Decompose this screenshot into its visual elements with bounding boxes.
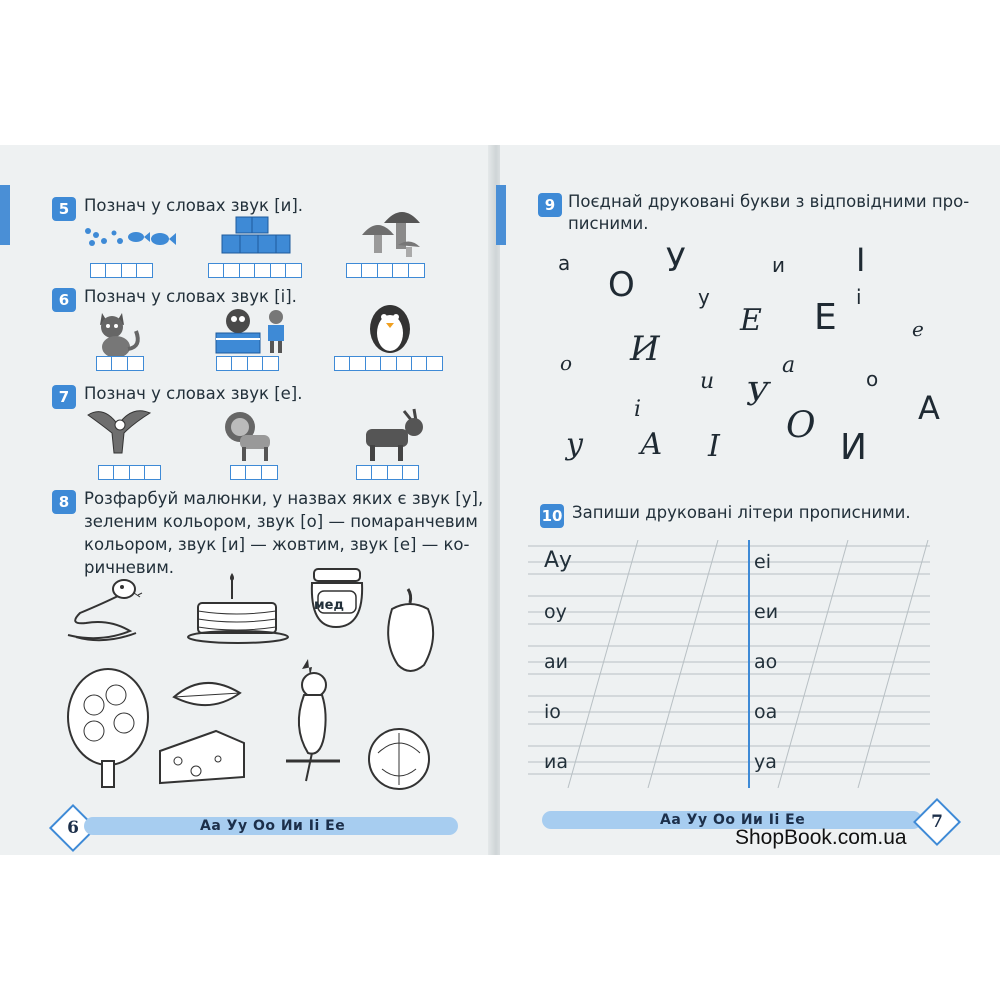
letter-item[interactable]: Е (814, 297, 837, 338)
page-number: 6 (49, 804, 97, 852)
snake-icon (60, 573, 146, 645)
row-label: оа (754, 701, 778, 723)
row-label: іо (544, 701, 561, 723)
lion-icon (222, 409, 278, 465)
letter-item[interactable]: А (640, 427, 663, 462)
letter-item[interactable]: о (866, 367, 879, 391)
answer-boxes[interactable] (98, 465, 160, 480)
letter-item[interactable]: у (698, 285, 710, 309)
letter-item[interactable]: У (746, 375, 770, 413)
answer-boxes[interactable] (208, 263, 300, 278)
letter-item[interactable]: о (560, 351, 573, 375)
letter-item[interactable]: І (856, 241, 866, 279)
fish-icon (78, 223, 178, 253)
row-label: иа (544, 751, 568, 773)
letter-item[interactable]: и (772, 253, 785, 277)
exercise-number: 8 (52, 490, 76, 514)
exercise-number: 6 (52, 288, 76, 312)
letter-item[interactable]: Е (740, 303, 762, 338)
exercise-instruction: Запиши друковані літери прописними. (572, 503, 911, 522)
edge-tab (496, 185, 506, 245)
tree-icon (64, 665, 154, 789)
row-label: еи (754, 601, 779, 623)
exercise-number: 10 (540, 504, 564, 528)
book-spread (0, 145, 1000, 855)
exercise-instruction: Познач у словах звук [е]. (84, 384, 303, 403)
answer-boxes[interactable] (346, 263, 423, 278)
row-label: еі (754, 551, 771, 573)
letter-item[interactable]: І (708, 429, 720, 464)
footer-alphabet: Аа Уу Оо Ии Іі Ее (660, 812, 806, 828)
edge-tab (0, 185, 10, 245)
cat-icon (96, 309, 144, 359)
exercise-instruction-line: ричневим. (84, 558, 175, 577)
cake-icon (186, 573, 292, 645)
cheese-icon (156, 727, 248, 787)
footer-alphabet: Аа Уу Оо Ии Іі Ее (200, 818, 346, 834)
row-label: оу (544, 601, 567, 623)
answer-boxes[interactable] (230, 465, 276, 480)
cubes-icon (212, 215, 292, 263)
parrot-icon (282, 657, 344, 787)
letter-item[interactable]: і (856, 285, 862, 309)
letter-item[interactable]: О (608, 265, 635, 305)
answer-boxes[interactable] (334, 356, 442, 371)
exercise-instruction-line: кольором, звук [и] — жовтим, звук [е] — ко- (84, 535, 470, 554)
exercise-instruction-line: Розфарбуй малюнки, у назвах яких є звук [у], (84, 489, 484, 508)
letter-item[interactable]: і (634, 397, 642, 422)
cabbage-icon (364, 723, 434, 793)
letter-item[interactable]: а (558, 251, 571, 275)
exercise-number: 7 (52, 385, 76, 409)
answer-boxes[interactable] (216, 356, 278, 371)
page-number: 7 (913, 798, 961, 846)
letter-item[interactable]: У (666, 241, 686, 279)
penguin-icon (362, 297, 418, 355)
exercise-instruction: Познач у словах звук [і]. (84, 287, 297, 306)
left-page (0, 145, 497, 855)
watermark: ShopBook.com.ua (735, 826, 907, 849)
answer-boxes[interactable] (90, 263, 152, 278)
letter-item[interactable]: И (840, 427, 867, 468)
exercise-instruction-line: писними. (568, 214, 649, 233)
eagle-icon (84, 403, 154, 463)
letter-item[interactable]: у (566, 427, 584, 462)
exercise-number: 9 (538, 193, 562, 217)
exercise-number: 5 (52, 197, 76, 221)
row-label: ао (754, 651, 778, 673)
goat-icon (360, 407, 426, 465)
exercise-instruction-line: зеленим кольором, звук [о] — помаранчевим (84, 512, 478, 531)
row-label: уа (754, 751, 777, 773)
pepper-icon (382, 585, 440, 677)
answer-boxes[interactable] (96, 356, 142, 371)
letter-item[interactable]: е (912, 317, 924, 341)
letter-item[interactable]: И (630, 329, 660, 369)
letter-item[interactable]: а (782, 353, 796, 378)
writing-lines[interactable] (528, 540, 930, 788)
letter-item[interactable]: А (918, 389, 940, 427)
exercise-instruction: Познач у словах звук [и]. (84, 196, 304, 215)
letter-item[interactable]: О (786, 405, 816, 446)
leaf-icon (170, 675, 244, 715)
letter-item[interactable]: и (700, 369, 715, 394)
row-label: аи (544, 651, 568, 673)
answer-boxes[interactable] (356, 465, 418, 480)
honey-label: мед (314, 598, 344, 613)
mushrooms-icon (358, 205, 424, 261)
exercise-instruction-line: Поєднай друковані букви з відповідними про- (568, 192, 970, 211)
row-label: Ау (544, 548, 573, 573)
toys-icon (214, 305, 294, 355)
